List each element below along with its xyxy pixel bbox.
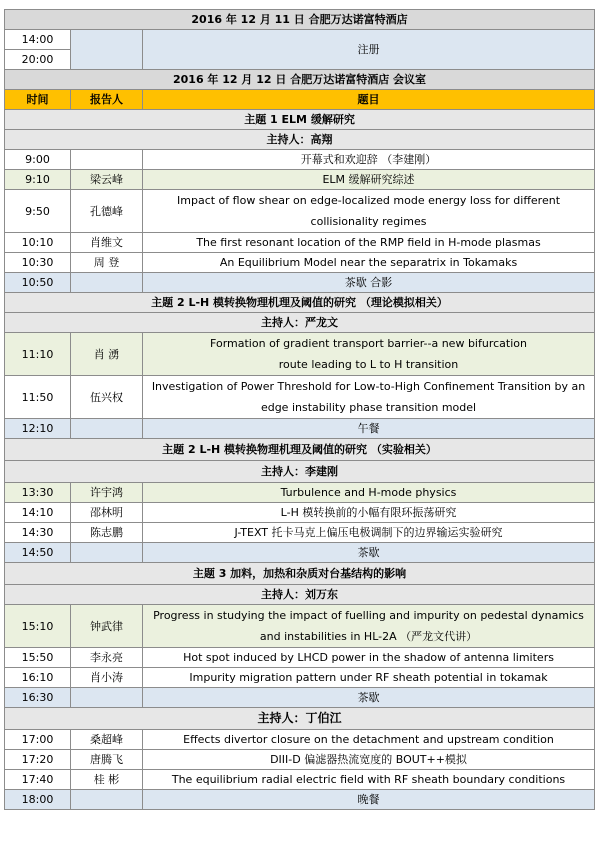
day2-header: 2016 年 12 月 12 日 合肥万达诺富特酒店 会议室 — [5, 70, 595, 90]
row-speaker — [71, 790, 143, 810]
row-speaker: 钟武律 — [71, 605, 143, 648]
row-title: 开幕式和欢迎辞 （李建刚） — [143, 150, 595, 170]
row-time: 10:50 — [5, 273, 71, 293]
row-speaker: 唐腾飞 — [71, 750, 143, 770]
row-speaker — [71, 419, 143, 439]
session-theme: 主题 3 加料，加热和杂质对台基结构的影响 — [5, 563, 595, 585]
row-time: 17:40 — [5, 770, 71, 790]
row-time: 10:30 — [5, 253, 71, 273]
row-speaker: 梁云峰 — [71, 170, 143, 190]
row-title: L-H 模转换前的小幅有限环振荡研究 — [143, 503, 595, 523]
row-time: 9:10 — [5, 170, 71, 190]
row-title: Investigation of Power Threshold for Low-to-High Confinement Transition by an edge instability phase transition model — [143, 376, 595, 419]
row-speaker: 孔德峰 — [71, 190, 143, 233]
row-time: 14:50 — [5, 543, 71, 563]
row-speaker: 李永亮 — [71, 648, 143, 668]
session-theme: 主题 2 L-H 模转换物理机理及阈值的研究 （实验相关） — [5, 439, 595, 461]
session-chair: 主持人：刘万东 — [5, 585, 595, 605]
row-title: 茶歇 — [143, 543, 595, 563]
day1-speaker-empty — [71, 30, 143, 70]
row-speaker: 周 登 — [71, 253, 143, 273]
row-title: 晚餐 — [143, 790, 595, 810]
row-title: J-TEXT 托卡马克上偏压电极调制下的边界输运实验研究 — [143, 523, 595, 543]
row-time: 15:50 — [5, 648, 71, 668]
row-time: 9:00 — [5, 150, 71, 170]
row-speaker: 许宇鸿 — [71, 483, 143, 503]
row-time: 18:00 — [5, 790, 71, 810]
session-chair: 主持人：高翔 — [5, 130, 595, 150]
row-title: DIII-D 偏滤器热流宽度的 BOUT++模拟 — [143, 750, 595, 770]
session-chair: 主持人：李建刚 — [5, 461, 595, 483]
row-time: 13:30 — [5, 483, 71, 503]
schedule-table — [4, 9, 595, 810]
column-header-title: 题目 — [143, 90, 595, 110]
row-title: 茶歇 — [143, 688, 595, 708]
row-speaker — [71, 543, 143, 563]
row-speaker: 陈志鹏 — [71, 523, 143, 543]
row-title: 午餐 — [143, 419, 595, 439]
session-chair: 主持人：严龙文 — [5, 313, 595, 333]
row-speaker — [71, 273, 143, 293]
schedule-sheet — [4, 9, 594, 810]
row-time: 16:10 — [5, 668, 71, 688]
row-time: 12:10 — [5, 419, 71, 439]
row-title: Progress in studying the impact of fuelling and impurity on pedestal dynamics and instabilities in HL-2A （严龙文代讲） — [143, 605, 595, 648]
row-time: 11:50 — [5, 376, 71, 419]
row-time: 15:10 — [5, 605, 71, 648]
row-title: Impact of flow shear on edge-localized mode energy loss for different collisionality regimes — [143, 190, 595, 233]
column-header-speaker: 报告人 — [71, 90, 143, 110]
row-title: ELM 缓解研究综述 — [143, 170, 595, 190]
row-title: Effects divertor closure on the detachment and upstream condition — [143, 730, 595, 750]
row-title: An Equilibrium Model near the separatrix in Tokamaks — [143, 253, 595, 273]
row-speaker: 肖维文 — [71, 233, 143, 253]
row-time: 10:10 — [5, 233, 71, 253]
row-time: 9:50 — [5, 190, 71, 233]
row-speaker: 伍兴权 — [71, 376, 143, 419]
row-time: 17:20 — [5, 750, 71, 770]
day1-time-start: 14:00 — [5, 30, 71, 50]
row-time: 14:30 — [5, 523, 71, 543]
row-speaker: 桂 彬 — [71, 770, 143, 790]
session-theme: 主题 2 L-H 模转换物理机理及阈值的研究 （理论模拟相关） — [5, 293, 595, 313]
row-speaker — [71, 688, 143, 708]
day1-header: 2016 年 12 月 11 日 合肥万达诺富特酒店 — [5, 10, 595, 30]
row-title: Formation of gradient transport barrier--a new bifurcation route leading to L to H transition — [143, 333, 595, 376]
row-speaker — [71, 150, 143, 170]
row-title: The equilibrium radial electric field with RF sheath boundary conditions — [143, 770, 595, 790]
session-theme: 主题 1 ELM 缓解研究 — [5, 110, 595, 130]
row-time: 11:10 — [5, 333, 71, 376]
row-title: Hot spot induced by LHCD power in the shadow of antenna limiters — [143, 648, 595, 668]
session-chair: 主持人：丁伯江 — [5, 708, 595, 730]
row-title: Impurity migration pattern under RF sheath potential in tokamak — [143, 668, 595, 688]
row-time: 14:10 — [5, 503, 71, 523]
row-time: 16:30 — [5, 688, 71, 708]
row-speaker: 肖小涛 — [71, 668, 143, 688]
row-speaker: 肖 湧 — [71, 333, 143, 376]
row-speaker: 邵林明 — [71, 503, 143, 523]
day1-time-end: 20:00 — [5, 50, 71, 70]
row-title: The first resonant location of the RMP field in H-mode plasmas — [143, 233, 595, 253]
row-title: 茶歇 合影 — [143, 273, 595, 293]
row-time: 17:00 — [5, 730, 71, 750]
row-title: Turbulence and H-mode physics — [143, 483, 595, 503]
column-header-time: 时间 — [5, 90, 71, 110]
row-speaker: 桑超峰 — [71, 730, 143, 750]
day1-event: 注册 — [143, 30, 595, 70]
